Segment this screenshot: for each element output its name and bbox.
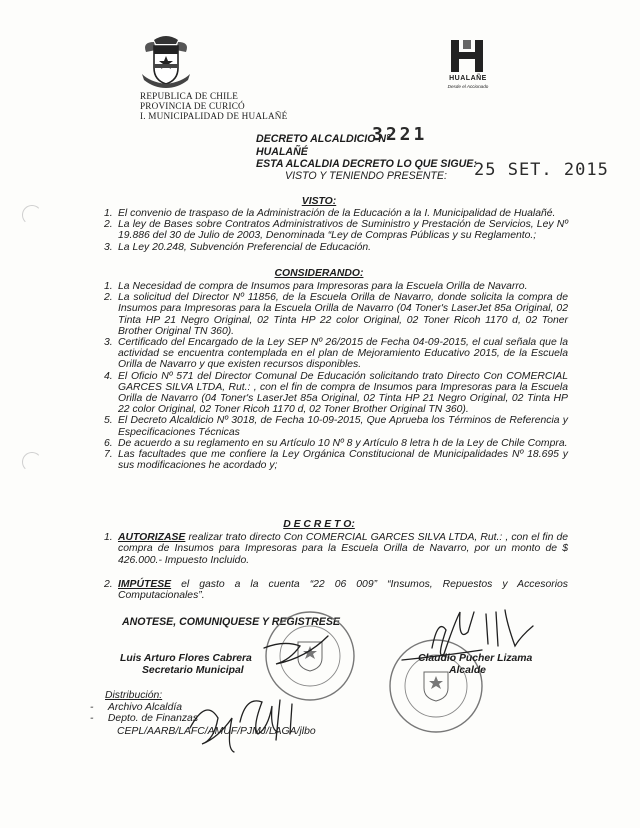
considerando-item-text: Certificado del Encargado de la Ley SEP Nº 26/2015 de Fecha 04-09-2015, el cual señala que la actividad se encuentra contemplada en el plan de Mejoramiento Educativo 2015, de la Escuela Orilla de Navarro y que existen recursos disponibles. bbox=[118, 337, 568, 371]
considerando-item-text: El Decreto Alcaldicio Nº 3018, de Fecha 10-09-2015, Que Aprueba los Términos de Referencia y Especificaciones Técnicas bbox=[118, 415, 568, 438]
considerando-heading: CONSIDERANDO: bbox=[274, 268, 364, 279]
considerando-item-number: 5. bbox=[104, 415, 113, 427]
visto-item-number: 1. bbox=[104, 208, 113, 219]
decreto-item-1-text: realizar trato directo Con COMERCIAL GARCES SILVA LTDA, Rut.: , con el fin de compra de Insumos para Impresoras para la Escuela Orilla de Navarro, por un monto de $ 426.000.- Impuesto Incluido. bbox=[118, 532, 568, 566]
mayor-title: Alcalde bbox=[449, 665, 486, 676]
considerando-item-text: Las facultades que me confiere la Ley Orgánica Constitucional de Municipalidades Nº 18.695 y sus modificaciones he acordado y; bbox=[118, 449, 568, 472]
secretary-title: Secretario Municipal bbox=[142, 665, 244, 676]
visto-item-number: 2. bbox=[104, 219, 113, 231]
considerando-item-number: 7. bbox=[104, 449, 113, 461]
decree-label: DECRETO ALCALDICIO N° bbox=[256, 133, 391, 145]
visto-item-text: El convenio de traspaso de la Administración de la Educación a la I. Municipalidad de Hualañé. bbox=[118, 208, 556, 219]
decreto-item-1-verb: AUTORIZASE bbox=[118, 532, 186, 543]
considerando-item-text: De acuerdo a su reglamento en su Artículo 10 Nº 8 y Artículo 8 letra h de la Ley de Chile Compra. bbox=[118, 437, 568, 449]
mayor-name: Claudio Pucher Lizama bbox=[418, 653, 533, 664]
distribution-item: - Archivo Alcaldía bbox=[90, 702, 183, 713]
decreto-item-2-number: 2. bbox=[104, 579, 113, 590]
date-stamp: 25 SET. 2015 bbox=[474, 160, 609, 180]
considerando-item-number: 6. bbox=[104, 437, 113, 449]
considerando-item-text: La Necesidad de compra de Insumos para Impresoras para la Escuela Orilla de Navarro. bbox=[118, 281, 528, 292]
decreto-heading: D E C R E T O: bbox=[283, 519, 355, 530]
distribution-initials: CEPL/AARB/LAFC/AMUF/PJMJ/LAGA/jlbo bbox=[117, 726, 316, 737]
visto-heading: VISTO: bbox=[301, 196, 337, 207]
logo-name: HUALAÑE bbox=[449, 75, 487, 82]
distribution-item: - Depto. de Finanzas bbox=[90, 713, 199, 725]
decree-number: 3221 bbox=[372, 124, 428, 145]
header-province: PROVINCIA DE CURICÓ bbox=[140, 101, 245, 111]
decree-city: HUALAÑÉ bbox=[256, 146, 308, 158]
decreto-item-1-number: 1. bbox=[104, 532, 113, 543]
closing-line: ANOTESE, COMUNIQUESE Y REGISTRESE bbox=[122, 616, 340, 628]
decree-line: ESTA ALCALDIA DECRETO LO QUE SIGUE: bbox=[256, 158, 477, 170]
distribution-list bbox=[90, 702, 198, 725]
considerando-item-number: 3. bbox=[104, 337, 113, 349]
distribution-heading: Distribución: bbox=[105, 690, 163, 701]
visto-line: VISTO Y TENIENDO PRESENTE: bbox=[285, 170, 447, 182]
logo-tagline: Desde el Accionado bbox=[447, 84, 489, 89]
header-municipality: I. MUNICIPALIDAD DE HUALAÑÉ bbox=[140, 111, 288, 121]
decreto-item-2-verb: IMPÚTESE bbox=[118, 579, 172, 590]
considerando-item-number: 2. bbox=[104, 292, 113, 304]
decreto-item-2-text: el gasto a la cuenta “22 06 009” “Insumos, Repuestos y Accesorios Computacionales”. bbox=[118, 579, 568, 602]
header-republic: REPUBLICA DE CHILE bbox=[140, 91, 239, 101]
considerando-item-text: El Oficio Nº 571 del Director Comunal De Educación solicitando trato Directo Con COMERCIAL GARCES SILVA LTDA, Rut.: , con el fin de compra de Insumos para Impresoras para la Escuela Orilla de Navarro (04 Toner's LaserJet 85a Original, 02 Tinta HP 21 Negro Original, 02 Tinta HP 22 color Original, 02 Toner Ricoh 1170 d, 02 Toner Brother Original TN 360). bbox=[118, 370, 568, 416]
considerando-item-number: 4. bbox=[104, 370, 113, 382]
secretary-name: Luis Arturo Flores Cabrera bbox=[120, 653, 252, 664]
visto-item-number: 3. bbox=[104, 241, 113, 253]
considerando-item-number: 1. bbox=[104, 281, 113, 292]
visto-item-text: La Ley 20.248, Subvención Preferencial de Educación. bbox=[118, 241, 372, 253]
visto-item-text: La ley de Bases sobre Contratos Administrativos de Suministro y Prestación de Servicios, Ley Nº 19.886 del 30 de Julio de 2003, Denominada “Ley de Compras Públicas y su Reglamento.; bbox=[118, 219, 568, 242]
considerando-item-text: La solicitud del Director Nº 11856, de la Escuela Orilla de Navarro, donde solicita la compra de Insumos para Impresoras para la Escuela Orilla de Navarro (04 Toner's LaserJet 85a Original, 02 Tinta HP 21 Negro Original, 02 Tinta HP 22 color Original, 02 Toner Ricoh 1170 d, 02 Toner Brother Original TN 360). bbox=[118, 292, 568, 337]
